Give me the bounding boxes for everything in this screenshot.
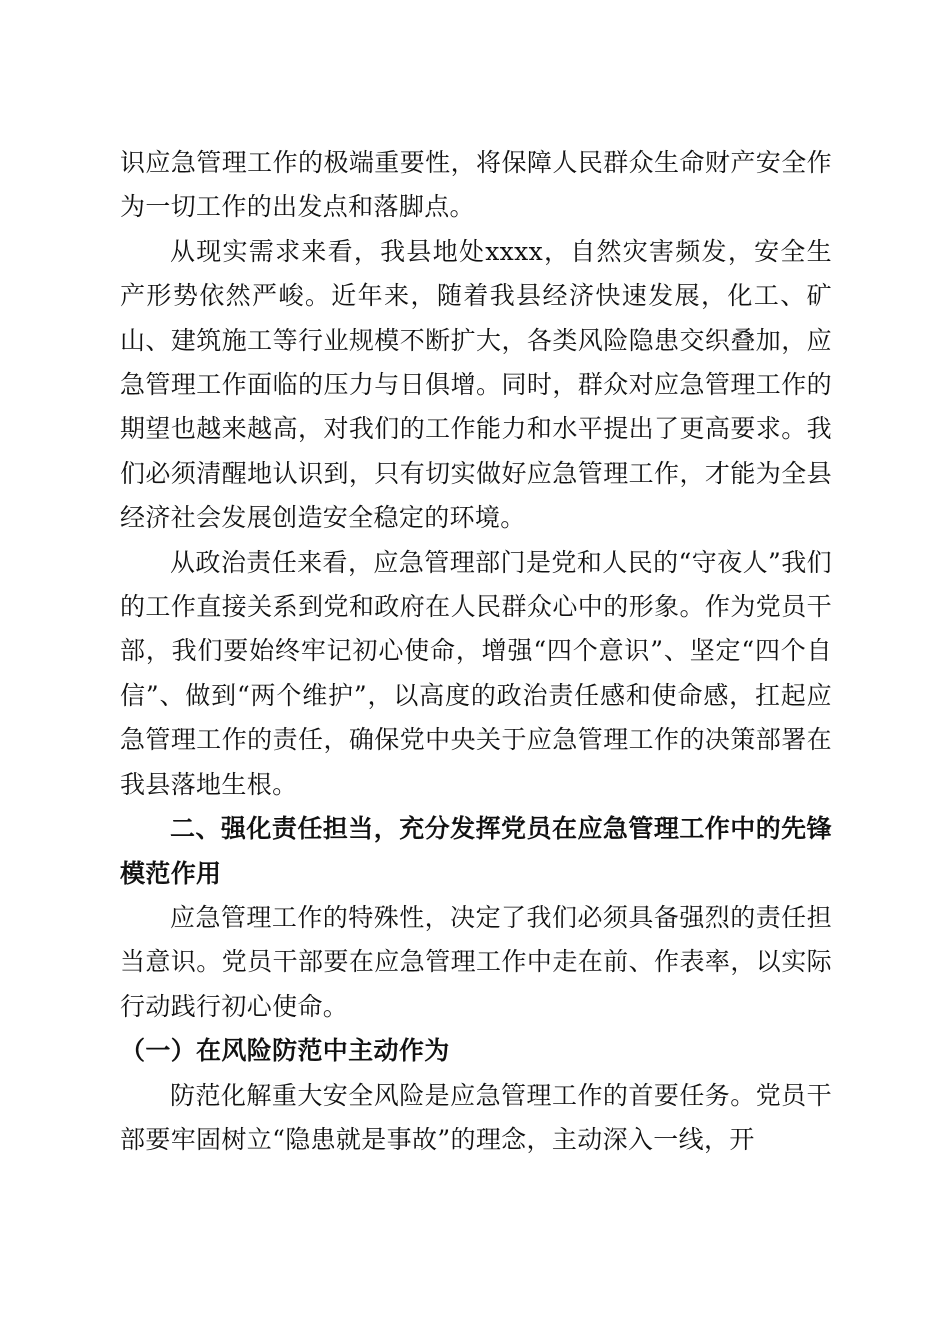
paragraph-political-responsibility: 从政治责任来看，应急管理部门是党和人民的“守夜人”我们的工作直接关系到党和政府在人民群众心中的形象。作为党员干部，我们要始终牢记初心使命，增强“四个意识”、坚定“四个自信”、做到“两个维护”，以高度的政治责任感和使命感，扛起应急管理工作的责任，确保党中央关于应急管理工作的决策部署在我县落地生根。: [120, 547, 832, 799]
subsection-heading-1: （一）在风险防范中主动作为: [120, 1036, 450, 1066]
paragraph-responsibility: 应急管理工作的特殊性，决定了我们必须具备强烈的责任担当意识。党员干部要在应急管理工作中走在前、作表率，以实际行动践行初心使命。: [120, 902, 832, 1021]
paragraph-continuation: 识应急管理工作的极端重要性，将保障人民群众生命财产安全作为一切工作的出发点和落脚点。: [120, 148, 832, 222]
section-heading-2: 二、强化责任担当，充分发挥党员在应急管理工作中的先锋模范作用: [120, 814, 832, 888]
paragraph-realistic-needs: 从现实需求来看，我县地处xxxx，自然灾害频发，安全生产形势依然严峻。近年来，随着我县经济快速发展，化工、矿山、建筑施工等行业规模不断扩大，各类风险隐患交织叠加，应急管理工作面临的压力与日俱增。同时，群众对应急管理工作的期望也越来越高，对我们的工作能力和水平提出了更高要求。我们必须清醒地认识到，只有切实做好应急管理工作，才能为全县经济社会发展创造安全稳定的环境。: [120, 236, 832, 533]
document-body: [120, 141, 832, 1162]
paragraph-risk-prevention: 防范化解重大安全风险是应急管理工作的首要任务。党员干部要牢固树立“隐患就是事故”的理念，主动深入一线，开: [120, 1080, 832, 1154]
